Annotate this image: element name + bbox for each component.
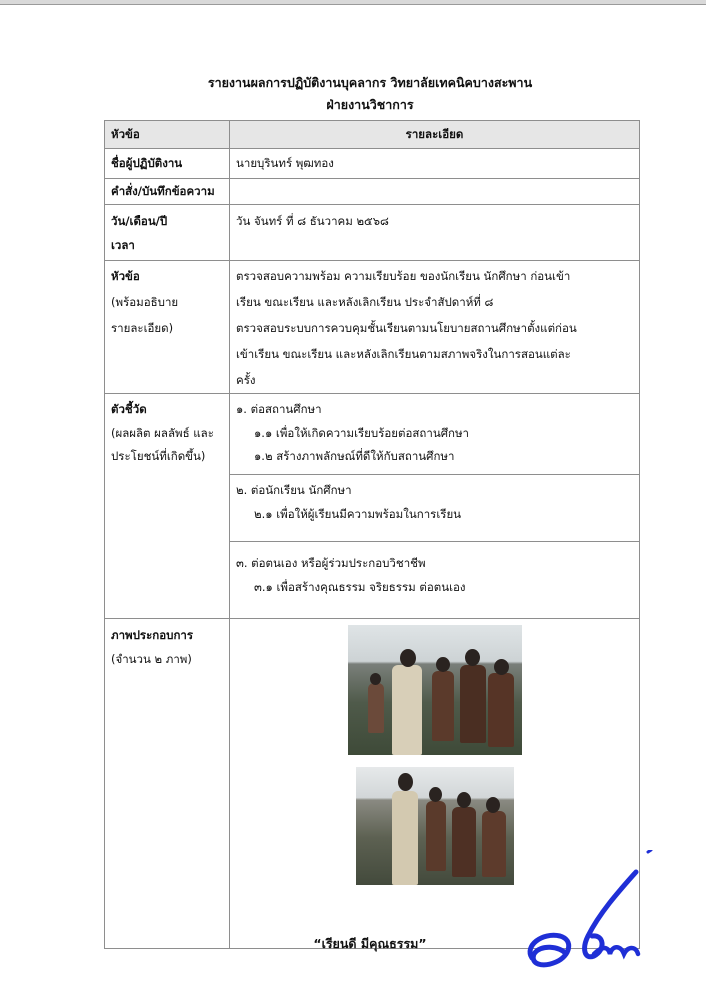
topic-label-cell <box>105 261 230 394</box>
topic-line: ตรวจสอบระบบการควบคุมชั้นเรียนตามนโยบายสถานศึกษาตั้งแต่ก่อน <box>236 321 577 335</box>
topic-line: ตรวจสอบความพร้อม ความเรียบร้อย ของนักเรียน นักศึกษา ก่อนเข้า <box>236 269 571 283</box>
date-label-cell <box>105 205 230 261</box>
header-details: รายละเอียด <box>230 121 640 149</box>
topic-line: เรียน ขณะเรียน และหลังเลิกเรียน ประจำสัปดาห์ที่ ๘ <box>236 295 494 309</box>
topic-line: เข้าเรียน ขณะเรียน และหลังเลิกเรียนตามสภาพจริงในการสอนแต่ละ <box>236 347 571 361</box>
indicators-label-sub: (ผลผลิต ผลลัพธ์ และ <box>111 425 214 440</box>
photos-label-sub: (จำนวน ๒ ภาพ) <box>111 651 192 666</box>
table-row <box>105 149 640 179</box>
indicator-item: ๑.๒ สร้างภาพลักษณ์ที่ดีให้กับสถานศึกษา <box>254 449 455 463</box>
indicator-item: ๒.๑ เพื่อให้ผู้เรียนมีความพร้อมในการเรียน <box>254 506 462 521</box>
indicators-label-cell <box>105 394 230 619</box>
indicator-heading: ๑. ต่อสถานศึกษา <box>236 402 322 416</box>
date-value-cell <box>230 205 640 261</box>
indicators-label: ตัวชี้วัด <box>111 402 147 416</box>
date-value: วัน จันทร์ ที่ ๘ ธันวาคม ๒๕๖๘ <box>236 214 389 228</box>
footer-motto: “เรียนดี มีคุณธรรม” <box>313 936 427 951</box>
topic-label: หัวข้อ <box>111 269 140 283</box>
date-label: วัน/เดือน/ปี <box>111 214 168 228</box>
report-table <box>104 120 640 949</box>
indicator-group-school <box>230 394 640 475</box>
photos-label: ภาพประกอบการ <box>111 628 194 642</box>
indicator-item: ๓.๑ เพื่อสร้างคุณธรรม จริยธรรม ต่อตนเอง <box>254 579 466 594</box>
document-title: รายงานผลการปฏิบัติงานบุคลากร วิทยาลัยเทคนิคบางสะพาน <box>207 75 533 90</box>
topic-line: ครั้ง <box>236 373 256 387</box>
indicator-group-self <box>230 542 640 619</box>
document-subtitle: ฝ่ายงานวิชาการ <box>326 97 414 112</box>
indicator-item: ๑.๑ เพื่อให้เกิดความเรียบร้อยต่อสถานศึกษา <box>254 425 470 440</box>
photos-label-cell <box>105 619 230 949</box>
header-topic: หัวข้อ <box>105 121 230 149</box>
topic-details-cell <box>230 261 640 394</box>
table-row <box>105 394 640 475</box>
order-value <box>230 179 640 205</box>
indicator-group-students <box>230 475 640 542</box>
activity-photo <box>356 767 514 885</box>
topic-label-sub: (พร้อมอธิบาย <box>111 295 179 309</box>
operator-label: ชื่อผู้ปฏิบัติงาน <box>105 149 230 179</box>
table-row <box>105 261 640 394</box>
activity-photo <box>348 625 522 755</box>
indicator-heading: ๓. ต่อตนเอง หรือผู้ร่วมประกอบวิชาชีพ <box>236 556 426 570</box>
indicators-label-sub: ประโยชน์ที่เกิดขึ้น) <box>111 449 206 463</box>
table-row <box>105 205 640 261</box>
topic-label-sub: รายละเอียด) <box>111 321 174 335</box>
table-row <box>105 179 640 205</box>
table-header-row <box>105 121 640 149</box>
indicator-heading: ๒. ต่อนักเรียน นักศึกษา <box>236 483 352 497</box>
time-label: เวลา <box>111 238 135 252</box>
signature-mark <box>520 850 660 975</box>
top-divider <box>0 4 706 5</box>
order-label: คำสั่ง/บันทึกข้อความ <box>105 179 230 205</box>
operator-value: นายบุรินทร์ พุฒทอง <box>230 149 640 179</box>
